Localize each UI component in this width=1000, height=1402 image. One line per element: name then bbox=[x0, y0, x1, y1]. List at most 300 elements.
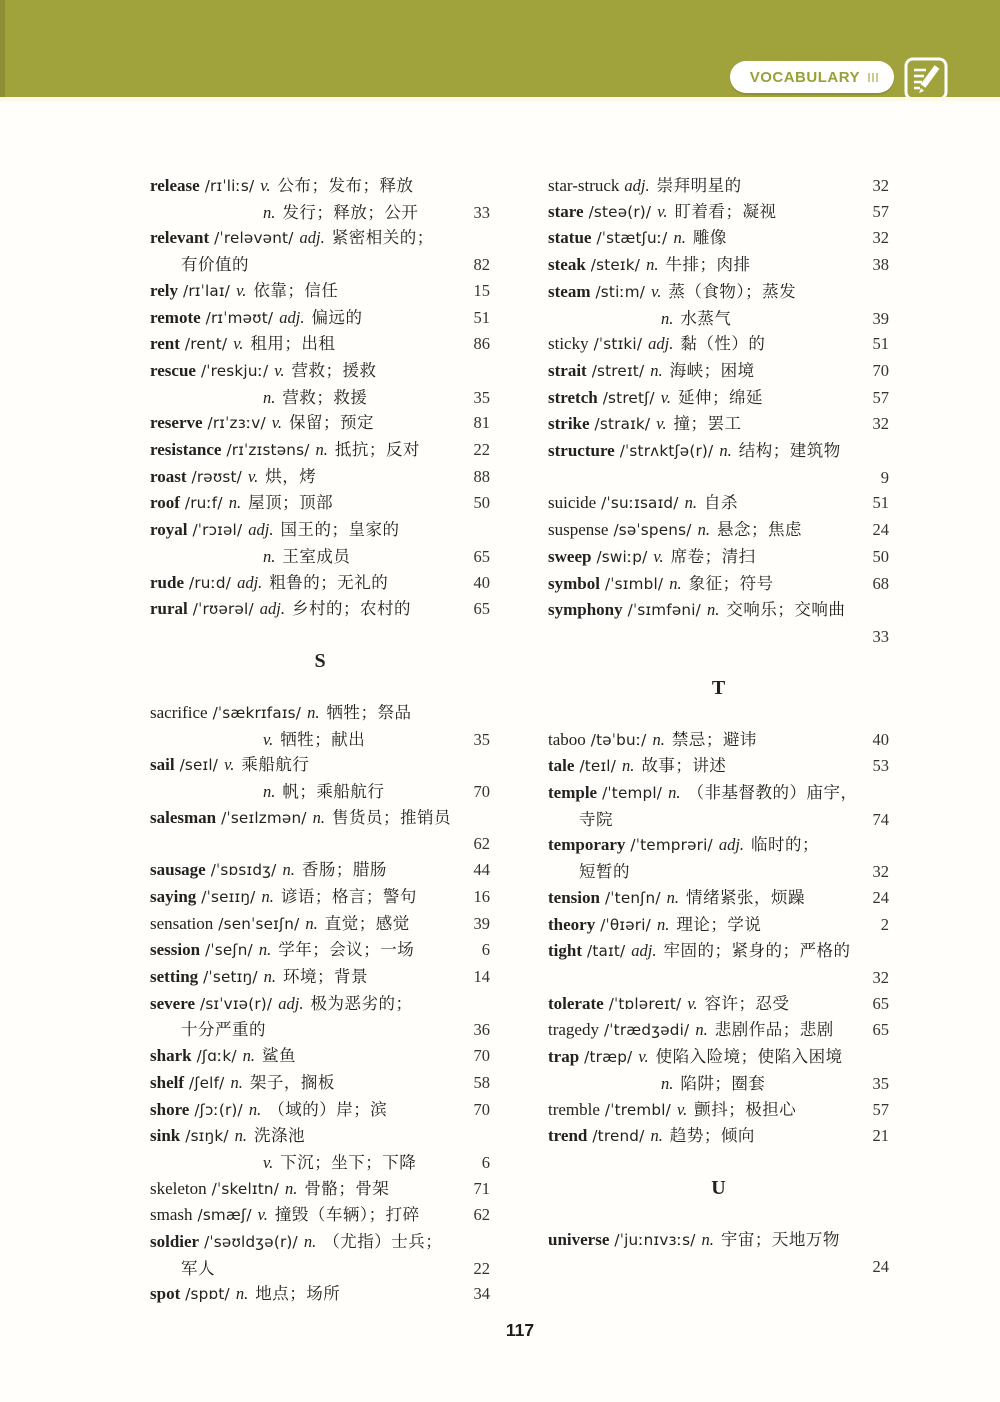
headword: shore bbox=[150, 1099, 190, 1119]
entry-line bbox=[548, 199, 889, 226]
page-ref: 32 bbox=[872, 228, 889, 248]
headword: tolerate bbox=[548, 993, 604, 1013]
part-of-speech: v. bbox=[651, 281, 662, 301]
pronunciation: /ˈstɪki/ bbox=[593, 335, 643, 354]
headword: resistance bbox=[150, 440, 222, 460]
page-ref: 22 bbox=[473, 440, 490, 460]
vocab-entry bbox=[548, 597, 889, 649]
chinese-gloss: 交响乐；交响曲 bbox=[726, 600, 846, 620]
vocab-entry bbox=[150, 1097, 490, 1124]
entry-text bbox=[150, 358, 377, 385]
entry-line bbox=[548, 912, 889, 939]
part-of-speech: v. bbox=[260, 176, 271, 195]
part-of-speech: v. bbox=[687, 993, 698, 1013]
entry-line bbox=[548, 597, 889, 624]
pronunciation: /ˈreləvənt/ bbox=[214, 229, 294, 248]
headword: strike bbox=[548, 414, 590, 434]
chinese-gloss: 雕像 bbox=[692, 228, 727, 248]
pronunciation: /ˈtɒləreɪt/ bbox=[608, 994, 682, 1013]
pronunciation: /straɪk/ bbox=[594, 415, 651, 434]
headword: strait bbox=[548, 360, 587, 380]
vocab-entry bbox=[150, 331, 490, 358]
entry-line bbox=[548, 331, 889, 358]
vocab-entry bbox=[548, 727, 889, 754]
page-ref: 81 bbox=[473, 413, 490, 433]
pronunciation: /ˈsəʊldʒə(r)/ bbox=[204, 1233, 298, 1252]
entry-line bbox=[150, 831, 490, 857]
page-ref: 24 bbox=[872, 520, 889, 540]
part-of-speech: v. bbox=[653, 546, 664, 566]
chinese-gloss: 崇拜明星的 bbox=[656, 176, 742, 195]
chinese-gloss: 盯着看；凝视 bbox=[674, 201, 777, 221]
entry-text bbox=[548, 727, 757, 754]
headword: symphony bbox=[548, 600, 623, 620]
headword: tremble bbox=[548, 1099, 600, 1119]
vocab-entry bbox=[150, 1070, 490, 1097]
chinese-gloss: 海峡；困境 bbox=[669, 360, 755, 380]
page-ref: 32 bbox=[872, 176, 889, 195]
page-ref: 6 bbox=[481, 1152, 490, 1172]
chinese-gloss: 偏远的 bbox=[311, 307, 363, 327]
chinese-gloss: 象征；符号 bbox=[688, 573, 774, 593]
pronunciation: /ˈstætʃuː/ bbox=[596, 229, 668, 248]
entry-line bbox=[548, 1227, 889, 1254]
chinese-gloss: 营救；救援 bbox=[282, 387, 368, 407]
chinese-gloss: 十分严重的 bbox=[181, 1020, 266, 1040]
entry-line bbox=[548, 1123, 889, 1150]
page-ref: 57 bbox=[872, 387, 889, 407]
notepad-pencil-icon bbox=[904, 57, 948, 101]
vocab-entry bbox=[150, 305, 490, 332]
chinese-gloss: 禁忌；避讳 bbox=[671, 729, 757, 749]
chinese-gloss: 黏（性）的 bbox=[680, 334, 766, 354]
pronunciation: /ruːf/ bbox=[184, 494, 223, 513]
vocab-entry bbox=[150, 173, 490, 225]
pronunciation: /ˈstrʌktʃə(r)/ bbox=[619, 442, 714, 461]
part-of-speech: n. bbox=[695, 1020, 708, 1040]
entry-line bbox=[150, 305, 490, 332]
page-ref: 65 bbox=[473, 599, 490, 619]
part-of-speech: n. bbox=[263, 546, 276, 566]
part-of-speech: n. bbox=[307, 702, 320, 722]
pronunciation: /ˈseɪɪŋ/ bbox=[201, 887, 256, 906]
part-of-speech: n. bbox=[684, 493, 697, 513]
entry-text bbox=[181, 252, 249, 278]
part-of-speech: n. bbox=[228, 493, 242, 513]
part-of-speech: n. bbox=[235, 1284, 249, 1304]
vocab-entry bbox=[548, 912, 889, 939]
page-ref: 50 bbox=[473, 493, 490, 513]
entry-line bbox=[150, 1043, 490, 1070]
chinese-gloss: 粗鲁的；无礼的 bbox=[269, 572, 389, 592]
chinese-gloss: 延伸；绵延 bbox=[677, 387, 763, 407]
entry-text bbox=[548, 279, 796, 306]
page-ref: 51 bbox=[473, 307, 490, 327]
headword: smash bbox=[150, 1205, 193, 1225]
headword: rely bbox=[150, 280, 179, 300]
page-ref: 70 bbox=[473, 1046, 490, 1066]
page-number: 117 bbox=[505, 1320, 535, 1340]
pronunciation: /ˈrʊərəl/ bbox=[192, 600, 254, 619]
page-ref: 62 bbox=[473, 1205, 490, 1225]
vocab-entry bbox=[548, 1097, 889, 1124]
entry-text bbox=[150, 1070, 335, 1097]
chinese-gloss: 颤抖；极担心 bbox=[694, 1099, 797, 1119]
pronunciation: /ˈsetɪŋ/ bbox=[203, 967, 258, 986]
entry-line bbox=[150, 278, 490, 305]
headword: royal bbox=[150, 520, 188, 540]
part-of-speech: n. bbox=[668, 783, 681, 803]
part-of-speech: v. bbox=[657, 201, 668, 221]
entry-line bbox=[548, 306, 889, 332]
headword: suspense bbox=[548, 520, 609, 540]
pronunciation: /rɪˈməʊt/ bbox=[205, 308, 274, 327]
entry-text bbox=[548, 753, 726, 780]
vocab-entry bbox=[150, 1229, 490, 1281]
vocab-entry bbox=[150, 596, 490, 623]
page-ref: 57 bbox=[872, 201, 889, 221]
pronunciation: /ˈtrædʒədi/ bbox=[603, 1021, 690, 1040]
entry-text bbox=[263, 385, 367, 411]
pronunciation: /trend/ bbox=[592, 1127, 645, 1146]
chinese-gloss: 国王的；皇家的 bbox=[280, 520, 400, 540]
part-of-speech: n. bbox=[661, 308, 674, 328]
chinese-gloss: 公布；发布；释放 bbox=[277, 176, 414, 195]
entry-line bbox=[150, 857, 490, 884]
page-ref: 36 bbox=[473, 1020, 490, 1040]
vocab-entry bbox=[548, 173, 889, 199]
part-of-speech: n. bbox=[656, 914, 670, 934]
vocab-entry bbox=[548, 252, 889, 279]
pronunciation: /ˈseʃn/ bbox=[205, 941, 253, 960]
part-of-speech: n. bbox=[263, 202, 276, 222]
entry-line bbox=[548, 1254, 889, 1280]
entry-line bbox=[150, 991, 490, 1018]
entry-line bbox=[548, 938, 889, 965]
vocab-entry bbox=[150, 937, 490, 964]
entry-text bbox=[548, 199, 776, 226]
chinese-gloss: 洗涤池 bbox=[254, 1126, 306, 1146]
entry-text bbox=[263, 200, 418, 226]
pronunciation: /steə(r)/ bbox=[588, 202, 652, 221]
chinese-gloss: 烘，烤 bbox=[265, 466, 317, 486]
entry-text bbox=[150, 1229, 442, 1256]
chinese-gloss: 陷阱；圈套 bbox=[680, 1073, 766, 1093]
chinese-gloss: 席卷；清扫 bbox=[670, 546, 756, 566]
vocab-entry bbox=[548, 438, 889, 490]
entry-text bbox=[263, 779, 384, 805]
pronunciation: /seɪl/ bbox=[179, 756, 219, 775]
pronunciation: /rəʊst/ bbox=[191, 467, 242, 486]
headword: universe bbox=[548, 1229, 610, 1249]
entry-line bbox=[548, 385, 889, 412]
vocab-entry bbox=[548, 358, 889, 385]
page-ref: 14 bbox=[473, 966, 490, 986]
entry-line bbox=[548, 1071, 889, 1097]
entry-text bbox=[548, 1123, 755, 1150]
entry-text bbox=[548, 1044, 843, 1071]
entry-line bbox=[150, 437, 490, 464]
part-of-speech: adj. bbox=[624, 176, 650, 195]
left-edge-strip bbox=[0, 0, 5, 97]
part-of-speech: v. bbox=[677, 1099, 688, 1119]
headword: rent bbox=[150, 334, 180, 354]
part-of-speech: n. bbox=[650, 1126, 663, 1146]
entry-text bbox=[181, 1017, 266, 1043]
entry-line bbox=[548, 991, 889, 1018]
pronunciation: /rɪˈliːs/ bbox=[204, 177, 255, 195]
chinese-gloss: 有价值的 bbox=[181, 255, 249, 275]
pronunciation: /rent/ bbox=[184, 335, 228, 354]
chinese-gloss: 使陷入险境；使陷入困境 bbox=[655, 1047, 843, 1067]
chinese-gloss: 香肠；腊肠 bbox=[301, 860, 387, 880]
page-ref: 15 bbox=[473, 280, 490, 300]
part-of-speech: v. bbox=[638, 1047, 649, 1067]
entry-line bbox=[548, 753, 889, 780]
entry-text bbox=[263, 544, 350, 570]
vocab-entry bbox=[548, 331, 889, 358]
part-of-speech: n. bbox=[652, 729, 665, 749]
headword: steak bbox=[548, 255, 586, 275]
entry-line bbox=[150, 1202, 490, 1229]
entry-line bbox=[548, 859, 889, 885]
pronunciation: /ˈjuːnɪvɜːs/ bbox=[614, 1230, 696, 1249]
entry-line bbox=[150, 1150, 490, 1176]
entry-line bbox=[150, 517, 490, 544]
headword: sail bbox=[150, 755, 175, 775]
entry-text bbox=[548, 438, 841, 465]
entry-line bbox=[150, 752, 490, 779]
entry-text bbox=[150, 464, 316, 491]
chinese-gloss: 鲨鱼 bbox=[262, 1046, 297, 1066]
entry-line bbox=[548, 358, 889, 385]
entry-text bbox=[150, 1097, 387, 1124]
vocab-entry bbox=[548, 279, 889, 331]
chinese-gloss: 牛排；肉排 bbox=[665, 255, 751, 275]
entry-line bbox=[150, 596, 490, 623]
page-ref: 38 bbox=[872, 255, 889, 275]
entry-line bbox=[548, 225, 889, 252]
part-of-speech: adj. bbox=[248, 520, 274, 540]
vocab-entry bbox=[150, 225, 490, 277]
headword: statue bbox=[548, 228, 592, 248]
entry-line bbox=[150, 1281, 490, 1308]
vocabulary-badge bbox=[730, 61, 894, 93]
entry-text bbox=[150, 1202, 420, 1229]
chinese-gloss: 悬念；焦虑 bbox=[716, 520, 802, 540]
page-ref: 33 bbox=[473, 202, 490, 222]
entry-line bbox=[150, 1097, 490, 1124]
headword: tale bbox=[548, 756, 575, 776]
entry-text bbox=[150, 570, 388, 597]
vocab-entry bbox=[150, 464, 490, 491]
entry-line bbox=[548, 544, 889, 571]
entry-text bbox=[548, 225, 727, 252]
part-of-speech: n. bbox=[669, 573, 682, 593]
chinese-gloss: 短暂的 bbox=[579, 862, 630, 882]
chinese-gloss: （尤指）士兵； bbox=[323, 1232, 443, 1252]
headword: tragedy bbox=[548, 1020, 599, 1040]
headword: star-struck bbox=[548, 176, 620, 195]
vocab-entry bbox=[548, 1044, 889, 1096]
entry-text bbox=[548, 571, 774, 598]
entry-text bbox=[150, 1123, 305, 1150]
chinese-gloss: 宇宙；天地万物 bbox=[720, 1229, 840, 1249]
entry-line bbox=[548, 807, 889, 833]
entry-text bbox=[150, 331, 335, 358]
entry-line bbox=[548, 965, 889, 991]
entry-text bbox=[150, 596, 411, 623]
headword: structure bbox=[548, 441, 615, 461]
part-of-speech: n. bbox=[719, 441, 732, 461]
chinese-gloss: 自杀 bbox=[703, 493, 738, 513]
page-ref: 16 bbox=[473, 886, 490, 906]
headword: sacrifice bbox=[150, 702, 208, 722]
headword: taboo bbox=[548, 729, 586, 749]
chinese-gloss: 军人 bbox=[181, 1258, 215, 1278]
pronunciation: /steɪk/ bbox=[590, 256, 641, 275]
headword: remote bbox=[150, 307, 201, 327]
section-letter-t: T bbox=[711, 676, 726, 699]
entry-text bbox=[661, 1071, 765, 1097]
pronunciation: /ʃɑːk/ bbox=[196, 1047, 237, 1066]
entry-text bbox=[150, 1176, 389, 1203]
entry-line bbox=[548, 517, 889, 544]
chinese-gloss: 牺牲；祭品 bbox=[326, 702, 412, 722]
entry-line bbox=[150, 1256, 490, 1282]
part-of-speech: v. bbox=[248, 466, 259, 486]
page-ref: 82 bbox=[473, 255, 490, 275]
entry-line bbox=[150, 570, 490, 597]
page-ref: 51 bbox=[872, 493, 889, 513]
page-ref: 6 bbox=[481, 940, 490, 960]
entry-text bbox=[150, 911, 410, 938]
headword: session bbox=[150, 940, 201, 960]
entry-line bbox=[548, 832, 889, 859]
entry-text bbox=[548, 331, 765, 358]
part-of-speech: v. bbox=[224, 755, 235, 775]
page-ref: 35 bbox=[473, 387, 490, 407]
part-of-speech: adj. bbox=[259, 599, 285, 619]
part-of-speech: n. bbox=[263, 782, 276, 802]
chinese-gloss: 乘船航行 bbox=[241, 755, 310, 775]
entry-text bbox=[548, 832, 819, 859]
pronunciation: /rɪˈlaɪ/ bbox=[183, 281, 231, 300]
pronunciation: /smæʃ/ bbox=[197, 1206, 252, 1225]
part-of-speech: n. bbox=[661, 1073, 674, 1093]
entry-text bbox=[150, 490, 333, 517]
chinese-gloss: 谚语；格言；警句 bbox=[280, 886, 417, 906]
entry-line bbox=[548, 1017, 889, 1044]
headword: trap bbox=[548, 1047, 580, 1067]
entry-text bbox=[150, 278, 338, 305]
section-letter-u: U bbox=[711, 1176, 726, 1199]
chinese-gloss: 屋顶；顶部 bbox=[248, 493, 334, 513]
part-of-speech: v. bbox=[263, 1152, 274, 1172]
vocab-entry bbox=[548, 753, 889, 780]
entry-line bbox=[150, 1070, 490, 1097]
part-of-speech: n. bbox=[305, 913, 318, 933]
vocab-entry bbox=[548, 991, 889, 1018]
entry-text bbox=[548, 1227, 840, 1254]
page-ref: 35 bbox=[872, 1073, 889, 1093]
page-ref: 44 bbox=[473, 860, 490, 880]
chinese-gloss: 营救；援救 bbox=[291, 360, 377, 380]
headword: release bbox=[150, 176, 200, 195]
pronunciation: /stretʃ/ bbox=[602, 388, 655, 407]
header-band-edge bbox=[0, 97, 1000, 101]
page-ref: 39 bbox=[872, 308, 889, 328]
chinese-gloss: 地点；场所 bbox=[255, 1284, 341, 1304]
chinese-gloss: 骨骼；骨架 bbox=[304, 1178, 390, 1198]
entry-text bbox=[548, 385, 763, 412]
left-column bbox=[150, 173, 490, 1308]
pronunciation: /streɪt/ bbox=[591, 361, 645, 380]
entry-line bbox=[548, 490, 889, 517]
headword: shelf bbox=[150, 1072, 184, 1092]
part-of-speech: v. bbox=[656, 414, 667, 434]
entry-line bbox=[548, 173, 889, 199]
chinese-gloss: 牢固的；紧身的；严格的 bbox=[663, 941, 851, 961]
page-ref: 32 bbox=[872, 414, 889, 434]
vocab-entry bbox=[548, 1017, 889, 1044]
headword: sensation bbox=[150, 913, 214, 933]
entry-text bbox=[150, 173, 414, 200]
headword: skeleton bbox=[150, 1178, 207, 1198]
entry-text bbox=[548, 358, 755, 385]
part-of-speech: n. bbox=[303, 1232, 317, 1252]
page-ref: 24 bbox=[872, 1256, 889, 1276]
pronunciation: /taɪt/ bbox=[587, 942, 626, 961]
part-of-speech: n. bbox=[234, 1126, 248, 1146]
entry-text bbox=[548, 597, 845, 624]
part-of-speech: n. bbox=[697, 520, 710, 540]
entry-text bbox=[150, 752, 309, 779]
pronunciation: /ˈtemprəri/ bbox=[630, 836, 713, 855]
chinese-gloss: 蒸（食物）；蒸发 bbox=[668, 281, 797, 301]
chinese-gloss: 紧密相关的； bbox=[331, 228, 434, 248]
entry-line bbox=[548, 279, 889, 306]
vocab-entry bbox=[548, 571, 889, 598]
pronunciation: /sɪˈvɪə(r)/ bbox=[200, 994, 273, 1013]
entry-text bbox=[150, 517, 400, 544]
vocab-entry bbox=[548, 199, 889, 226]
entry-line bbox=[548, 1044, 889, 1071]
vocab-entry bbox=[150, 1202, 490, 1229]
page-ref: 65 bbox=[872, 1020, 889, 1040]
vocab-entry bbox=[150, 570, 490, 597]
header-band bbox=[0, 0, 1000, 97]
entry-text bbox=[150, 1043, 296, 1070]
pronunciation: /ʃelf/ bbox=[189, 1073, 225, 1092]
pronunciation: /təˈbuː/ bbox=[590, 730, 647, 749]
page-ref: 32 bbox=[872, 862, 889, 882]
vocab-entry bbox=[150, 517, 490, 569]
part-of-speech: n. bbox=[242, 1046, 256, 1066]
chinese-gloss: 故事；讲述 bbox=[641, 756, 727, 776]
headword: symbol bbox=[548, 573, 600, 593]
chinese-gloss: 帆；乘船航行 bbox=[282, 782, 385, 802]
page-ref: 40 bbox=[872, 729, 889, 749]
headword: severe bbox=[150, 993, 195, 1013]
entry-text bbox=[150, 410, 374, 437]
part-of-speech: n. bbox=[248, 1099, 262, 1119]
part-of-speech: adj. bbox=[299, 228, 325, 248]
vocab-entry bbox=[150, 805, 490, 857]
headword: shark bbox=[150, 1046, 192, 1066]
vocabulary-badge-label: VOCABULARY bbox=[749, 68, 860, 86]
entry-line bbox=[150, 700, 490, 727]
